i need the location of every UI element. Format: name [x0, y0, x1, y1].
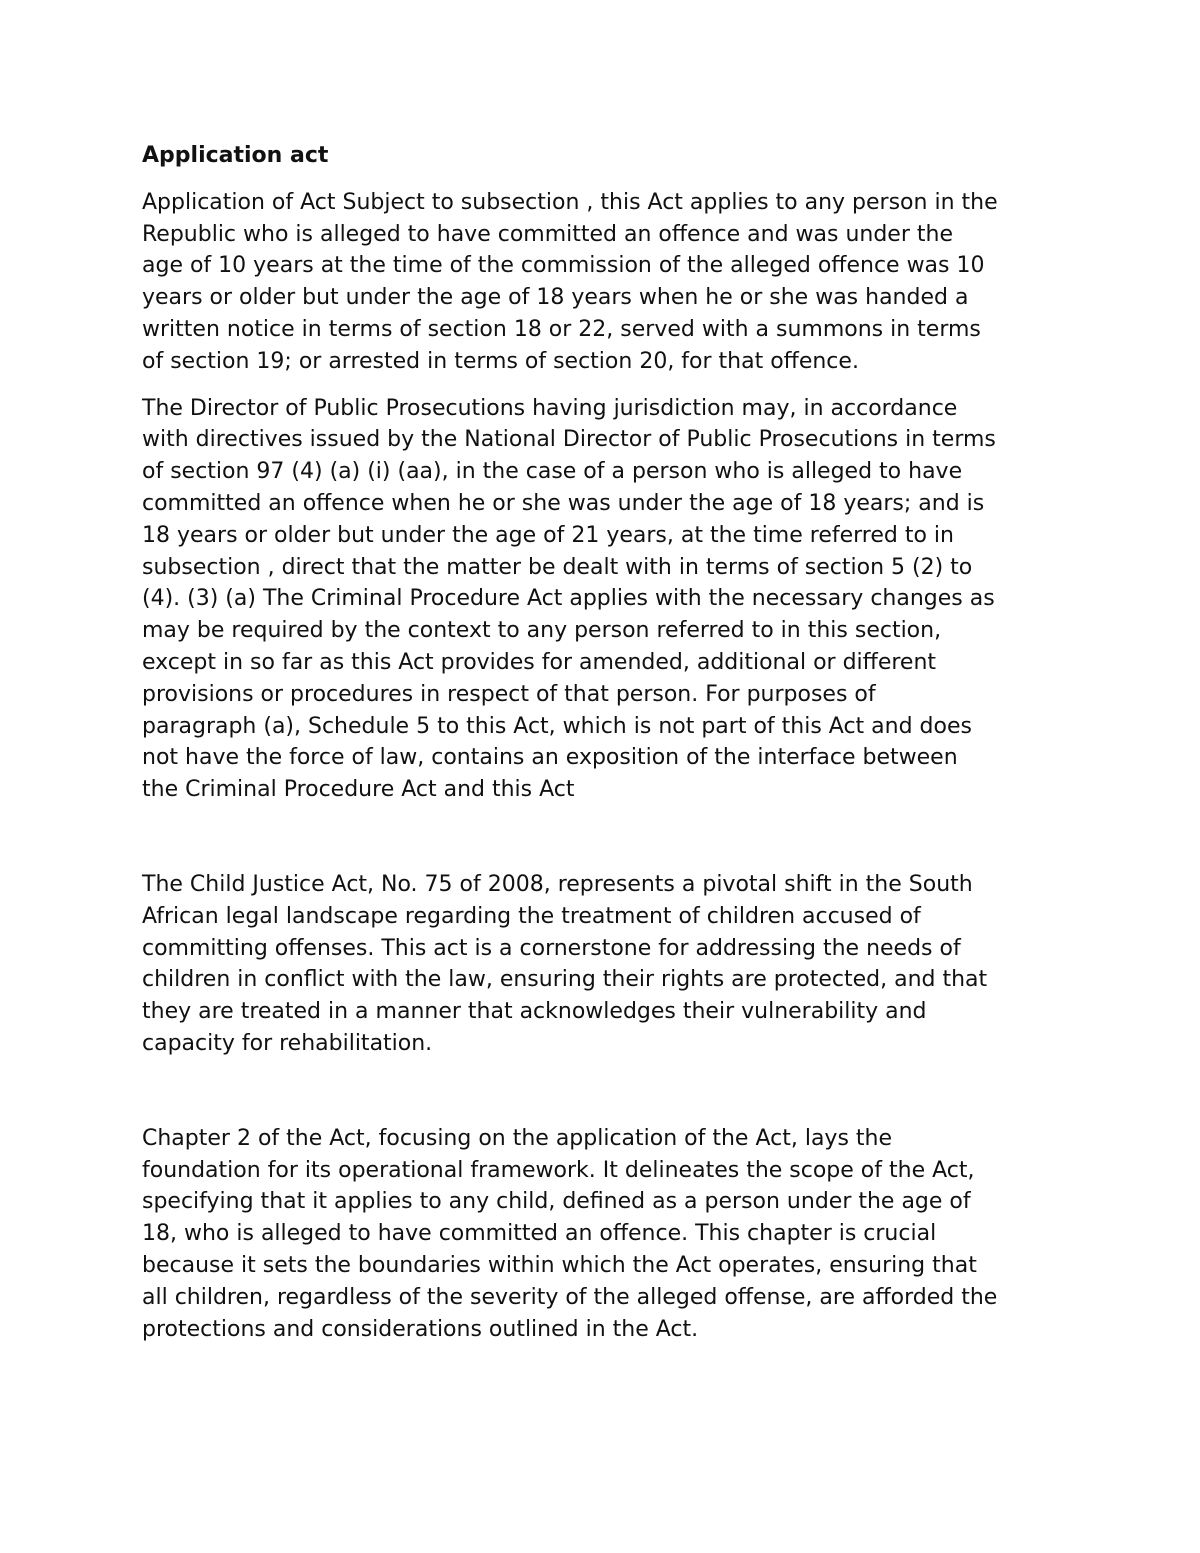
paragraph-application-of-act: Application of Act Subject to subsection , this Act applies to any person in the Republic who is alleged to have committed an offence and was under the age of 10 years at the time of the commission of the alleged offence was 10 years or older but under the age of 18 years when he or she was handed a written notice in terms of section 18 or 22, served with a summons in terms of section 19; or arrested in terms of section 20, for that offence. — [142, 189, 998, 374]
paragraph-child-justice-act: The Child Justice Act, No. 75 of 2008, represents a pivotal shift in the South African legal landscape regarding the treatment of children accused of committing offenses. This act is a cornerstone for addressing the needs of children in conflict with the law, ensuring their rights are protected, and that they are treated in a manner that acknowledges their vulnerability and capacity for rehabilitation. — [142, 871, 988, 1056]
document-body — [142, 140, 1072, 1345]
document-heading: Application act — [142, 143, 329, 168]
paragraph-director-of-public-prosecutions: The Director of Public Prosecutions having jurisdiction may, in accordance with directives issued by the National Director of Public Prosecutions in terms of section 97 (4) (a) (i) (aa), in the case of a person who is alleged to have committed an offence when he or she was under the age of 18 years; and is 18 years or older but under the age of 21 years, at the time referred to in subsection , direct that the matter be dealt with in terms of section 5 (2) to (4). (3) (a) The Criminal Procedure Act applies with the necessary changes as may be required by the context to any person referred to in this section, except in so far as this Act provides for amended, additional or different provisions or procedures in respect of that person. For purposes of paragraph (a), Schedule 5 to this Act, which is not part of this Act and does not have the force of law, contains an exposition of the interface between the Criminal Procedure Act and this Act — [142, 395, 996, 803]
paragraph-chapter-2: Chapter 2 of the Act, focusing on the application of the Act, lays the foundation for its operational framework. It delineates the scope of the Act, specifying that it applies to any child, defined as a person under the age of 18, who is alleged to have committed an offence. This chapter is crucial because it sets the boundaries within which the Act operates, ensuring that all children, regardless of the severity of the alleged offense, are afforded the protections and considerations outlined in the Act. — [142, 1125, 998, 1342]
